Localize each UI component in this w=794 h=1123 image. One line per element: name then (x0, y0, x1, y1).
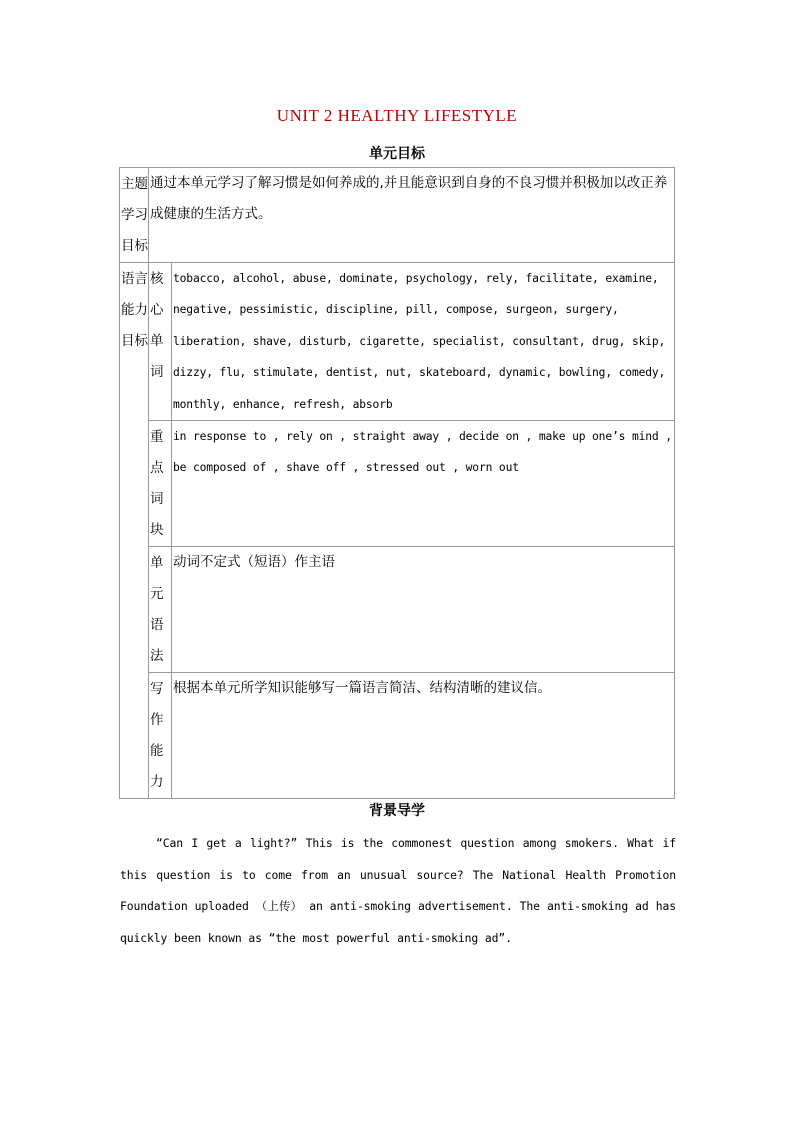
theme-goal-content: 通过本单元学习了解习惯是如何养成的,并且能意识到自身的不良习惯并积极加以改正养成健康的生活方式。 (149, 168, 675, 263)
writing-row (120, 673, 675, 799)
key-phrases-content: in response to , rely on , straight away , decide on , make up one’s mind , be composed of , shave off , stressed out , worn out (172, 421, 675, 547)
unit-title: UNIT 2 HEALTHY LIFESTYLE (276, 106, 518, 125)
core-words-label: 核心单词 (149, 263, 172, 421)
grammar-content: 动词不定式（短语）作主语 (172, 547, 675, 673)
grammar-label: 单元语法 (149, 547, 172, 673)
core-words-row (120, 263, 675, 421)
background-passage: “Can I get a light?” This is the commonest question among smokers. What if this question is to come from an unusual source? The National Health Promotion Foundation uploaded （上传） an anti-smoking advertisement. The anti-smoking ad has quickly been known as “the most powerful anti-smoking ad”. (120, 836, 676, 945)
background-heading: 背景导学 (369, 803, 425, 819)
unit-goals-table (119, 167, 675, 799)
key-phrases-label: 重点词块 (149, 421, 172, 547)
key-phrases-row (120, 421, 675, 547)
writing-content: 根据本单元所学知识能够写一篇语言简洁、结构清晰的建议信。 (172, 673, 675, 799)
core-words-content: tobacco, alcohol, abuse, dominate, psychology, rely, facilitate, examine, negative, pessimistic, discipline, pill, compose, surgeon, surgery, liberation, shave, disturb, cigarette, specialist, consultant, drug, skip, dizzy, flu, stimulate, dentist, nut, skateboard, dynamic, bowling, comedy, monthly, enhance, refresh, absorb (172, 263, 675, 421)
theme-goal-label: 主题学习目标 (120, 168, 149, 263)
grammar-row (120, 547, 675, 673)
writing-label: 写作能力 (149, 673, 172, 799)
theme-goal-row (120, 168, 675, 263)
unit-goals-heading: 单元目标 (369, 146, 425, 162)
language-goal-label: 语言能力目标 (120, 263, 149, 799)
